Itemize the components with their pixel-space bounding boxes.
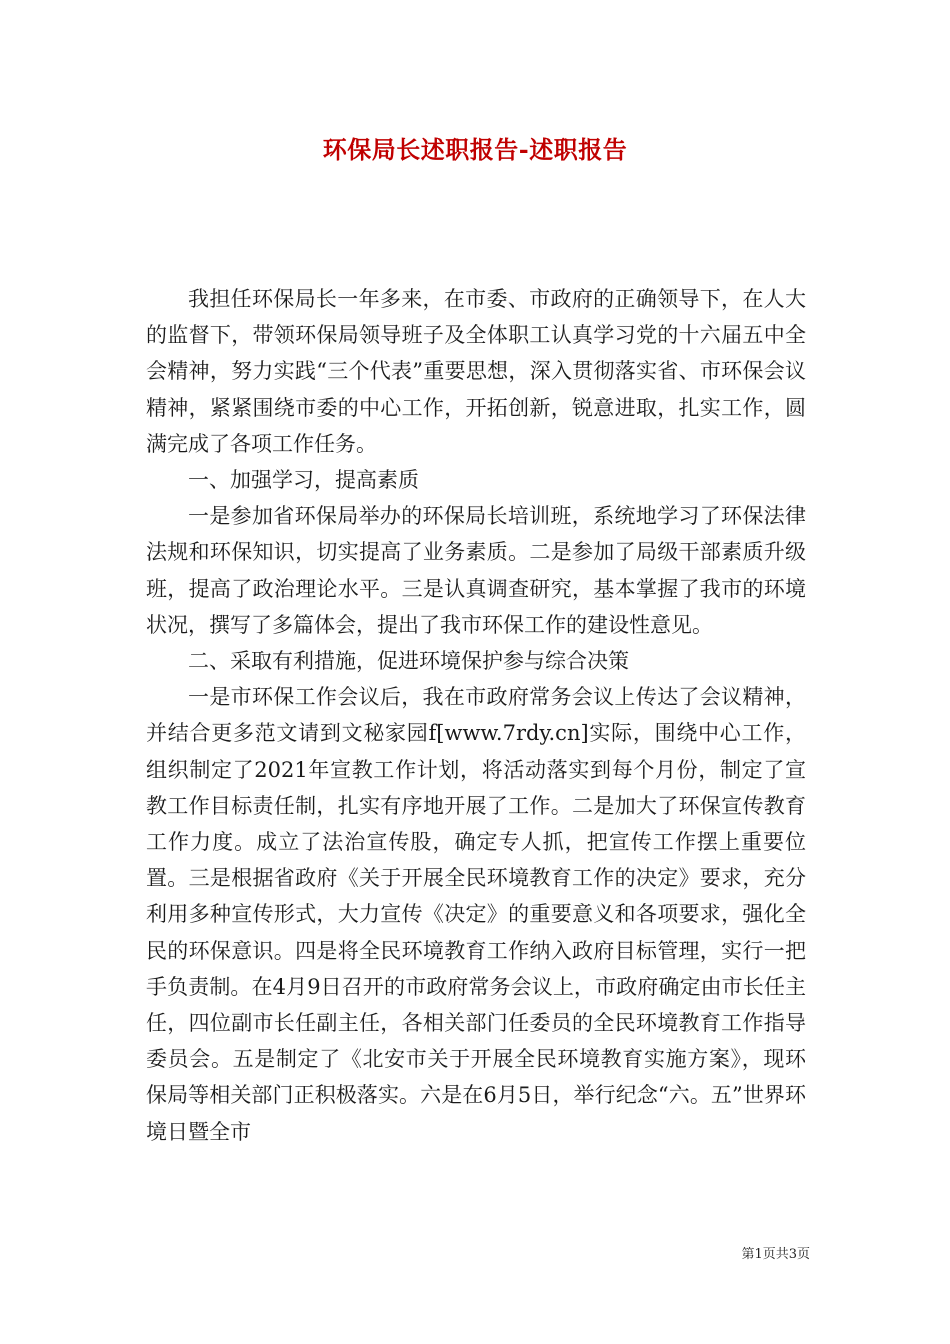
paragraph-section-2: 一是市环保工作会议后，我在市政府常务会议上传达了会议精神，并结合更多范文请到文秘家园f[www.7rdy.cn]实际，围绕中心工作，组织制定了2021年宣教工作计划，将活动落实到每个月份，制定了宣教工作目标责任制，扎实有序地开展了工作。二是加大了环保宣传教育工作力度。成立了法治宣传股，确定专人抓，把宣传工作摆上重要位置。三是根据省政府《关于开展全民环境教育工作的决定》要求，充分利用多种宣传形式，大力宣传《决定》的重要意义和各项要求，强化全民的环保意识。四是将全民环境教育工作纳入政府目标管理，实行一把手负责制。在4月9日召开的市政府常务会议上，市政府确定由市长任主任，四位副市长任副主任，各相关部门任委员的全民环境教育工作指导委员会。五是制定了《北安市关于开展全民环境教育实施方案》，现环保局等相关部门正积极落实。六是在6月5日，举行纪念“六。五”世界环境日暨全市: [146, 685, 806, 1144]
section-heading-2: 二、采取有利措施，促进环境保护参与综合决策: [188, 649, 629, 674]
document-body: [146, 281, 806, 1150]
section-heading-1: 一、加强学习，提高素质: [188, 468, 419, 493]
paragraph-intro: 我担任环保局长一年多来，在市委、市政府的正确领导下，在人大的监督下，带领环保局领导班子及全体职工认真学习党的十六届五中全会精神，努力实践“三个代表”重要思想，深入贯彻落实省、市环保会议精神，紧紧围绕市委的中心工作，开拓创新，锐意进取，扎实工作，圆满完成了各项工作任务。: [146, 287, 806, 456]
paragraph-section-1: 一是参加省环保局举办的环保局长培训班，系统地学习了环保法律法规和环保知识，切实提高了业务素质。二是参加了局级干部素质升级班，提高了政治理论水平。三是认真调查研究，基本掌握了我市的环境状况，撰写了多篇体会，提出了我市环保工作的建设性意见。: [146, 504, 806, 637]
page-number: 第1页共3页: [741, 1247, 810, 1262]
document-title: 环保局长述职报告-述职报告: [322, 135, 628, 164]
